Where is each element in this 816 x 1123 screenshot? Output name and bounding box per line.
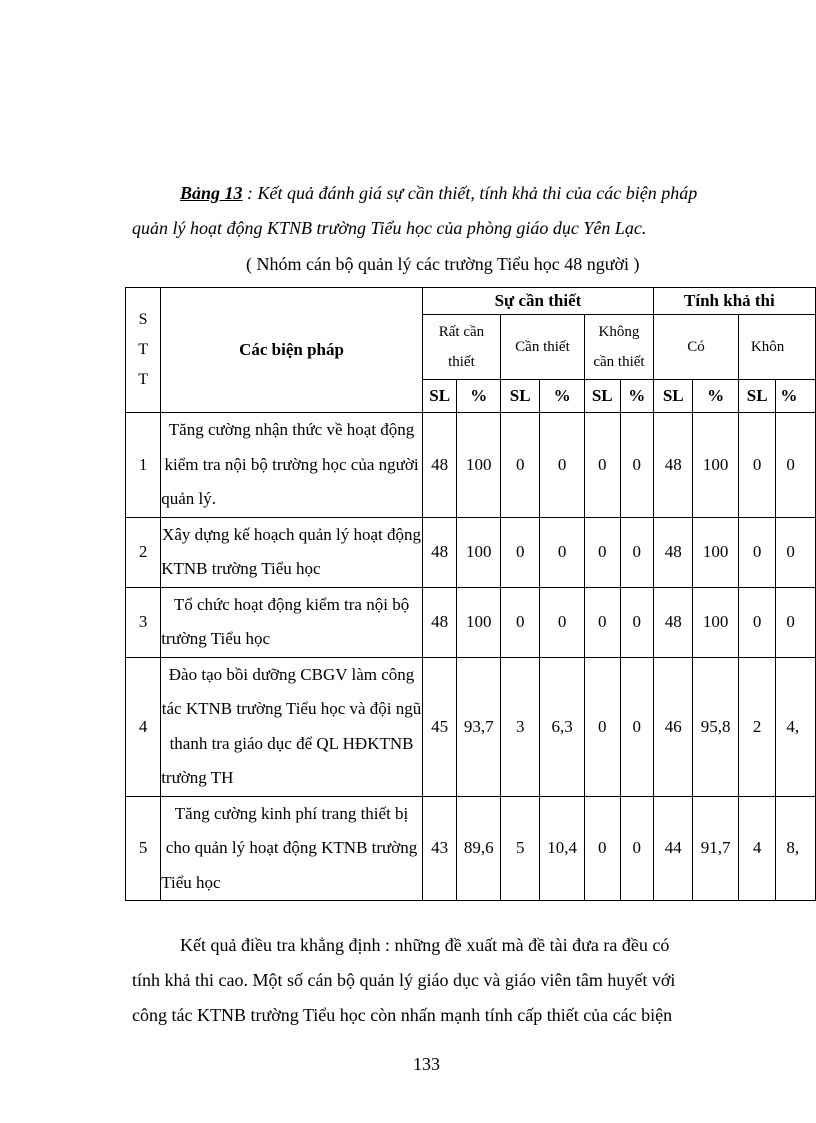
header-pct: %: [620, 380, 654, 413]
cell-value: 46: [654, 657, 693, 796]
header-sl: SL: [738, 380, 775, 413]
cell-value: 0: [501, 413, 540, 518]
cell-value: 0: [738, 517, 775, 587]
row-stt: 2: [126, 517, 161, 587]
row-measure: Tổ chức hoạt động kiểm tra nội bộ trường Tiểu học: [161, 587, 423, 657]
row-stt: 3: [126, 587, 161, 657]
cell-value: 0: [501, 517, 540, 587]
cell-value: 0: [776, 517, 816, 587]
cell-value: 0: [620, 413, 654, 518]
cell-value: 0: [620, 657, 654, 796]
cell-value: 44: [654, 796, 693, 901]
paragraph-line: công tác KTNB trường Tiểu học còn nhấn mạnh tính cấp thiết của các biện: [132, 1005, 673, 1025]
row-measure: Tăng cường nhận thức về hoạt động kiểm tra nội bộ trường học của người quản lý.: [161, 413, 423, 518]
cell-value: 4: [738, 796, 775, 901]
header-sl: SL: [422, 380, 457, 413]
header-necessary: Cần thiết: [501, 315, 585, 380]
cell-value: 0: [584, 517, 620, 587]
cell-value: 89,6: [457, 796, 501, 901]
row-stt: 4: [126, 657, 161, 796]
cell-value: 100: [693, 587, 739, 657]
table-caption-subtitle: ( Nhóm cán bộ quản lý các trường Tiểu học 48 người ): [246, 254, 640, 274]
cell-value: 0: [584, 587, 620, 657]
cell-value: 48: [422, 587, 457, 657]
cell-value: 100: [693, 517, 739, 587]
cell-value: 48: [654, 413, 693, 518]
body-paragraph-line3-wrap: [132, 1000, 722, 1030]
cell-value: 5: [501, 796, 540, 901]
cell-value: 0: [776, 587, 816, 657]
cell-value: 95,8: [693, 657, 739, 796]
body-paragraph-line2-wrap: [132, 965, 722, 995]
header-pct: %: [776, 380, 816, 413]
header-yes: Có: [654, 315, 739, 380]
table-row: [126, 657, 816, 796]
cell-value: 0: [540, 413, 585, 518]
body-paragraph: [132, 930, 722, 960]
cell-value: 0: [620, 517, 654, 587]
table-row: [126, 587, 816, 657]
row-stt: 1: [126, 413, 161, 518]
cell-value: 8,: [776, 796, 816, 901]
header-necessity: Sự cần thiết: [422, 288, 653, 315]
cell-value: 4,: [776, 657, 816, 796]
table-caption-text: : Kết quả đánh giá sự cần thiết, tính khả thi của các biện pháp: [242, 183, 698, 203]
header-very-necessary: Rất cần thiết: [422, 315, 500, 380]
header-sl: SL: [501, 380, 540, 413]
row-measure: Đào tạo bồi dưỡng CBGV làm công tác KTNB trường Tiểu học và đội ngũ thanh tra giáo dục để QL HĐKTNB trường TH: [161, 657, 423, 796]
row-measure: Xây dựng kế hoạch quản lý hoạt động KTNB trường Tiểu học: [161, 517, 423, 587]
cell-value: 91,7: [693, 796, 739, 901]
header-not-necessary: Không cần thiết: [584, 315, 653, 380]
cell-value: 2: [738, 657, 775, 796]
cell-value: 0: [584, 657, 620, 796]
cell-value: 100: [693, 413, 739, 518]
header-stt: S T T: [126, 288, 161, 413]
table-row: [126, 517, 816, 587]
cell-value: 48: [422, 517, 457, 587]
table-row: [126, 796, 816, 901]
results-table: [125, 287, 816, 901]
cell-value: 0: [540, 517, 585, 587]
header-pct: %: [540, 380, 585, 413]
table-row: [126, 413, 816, 518]
cell-value: 0: [620, 587, 654, 657]
cell-value: 93,7: [457, 657, 501, 796]
row-measure: Tăng cường kinh phí trang thiết bị cho quản lý hoạt động KTNB trường Tiểu học: [161, 796, 423, 901]
cell-value: 0: [620, 796, 654, 901]
paragraph-line: tính khả thi cao. Một số cán bộ quản lý giáo dục và giáo viên tâm huyết với: [132, 970, 676, 990]
cell-value: 0: [584, 413, 620, 518]
cell-value: 100: [457, 413, 501, 518]
cell-value: 0: [540, 587, 585, 657]
header-feasibility: Tính khả thi: [654, 288, 816, 315]
table-label: Bảng 13: [180, 183, 243, 203]
cell-value: 0: [501, 587, 540, 657]
table-caption-title: [180, 183, 697, 204]
table-caption-line2: quản lý hoạt động KTNB trường Tiểu học của phòng giáo dục Yên Lạc.: [132, 218, 647, 238]
header-pct: %: [457, 380, 501, 413]
cell-value: 43: [422, 796, 457, 901]
cell-value: 48: [422, 413, 457, 518]
page-number: 133: [413, 1054, 440, 1074]
cell-value: 100: [457, 587, 501, 657]
cell-value: 0: [738, 587, 775, 657]
cell-value: 6,3: [540, 657, 585, 796]
header-sl: SL: [584, 380, 620, 413]
cell-value: 0: [584, 796, 620, 901]
cell-value: 10,4: [540, 796, 585, 901]
cell-value: 0: [776, 413, 816, 518]
cell-value: 3: [501, 657, 540, 796]
cell-value: 45: [422, 657, 457, 796]
header-no: Khôn: [738, 315, 815, 380]
cell-value: 48: [654, 517, 693, 587]
paragraph-line: Kết quả điều tra khẳng định : những đề xuất mà đề tài đưa ra đều có: [180, 935, 670, 955]
cell-value: 0: [738, 413, 775, 518]
header-measures: Các biện pháp: [161, 288, 423, 413]
row-stt: 5: [126, 796, 161, 901]
header-sl: SL: [654, 380, 693, 413]
header-pct: %: [693, 380, 739, 413]
cell-value: 48: [654, 587, 693, 657]
cell-value: 100: [457, 517, 501, 587]
